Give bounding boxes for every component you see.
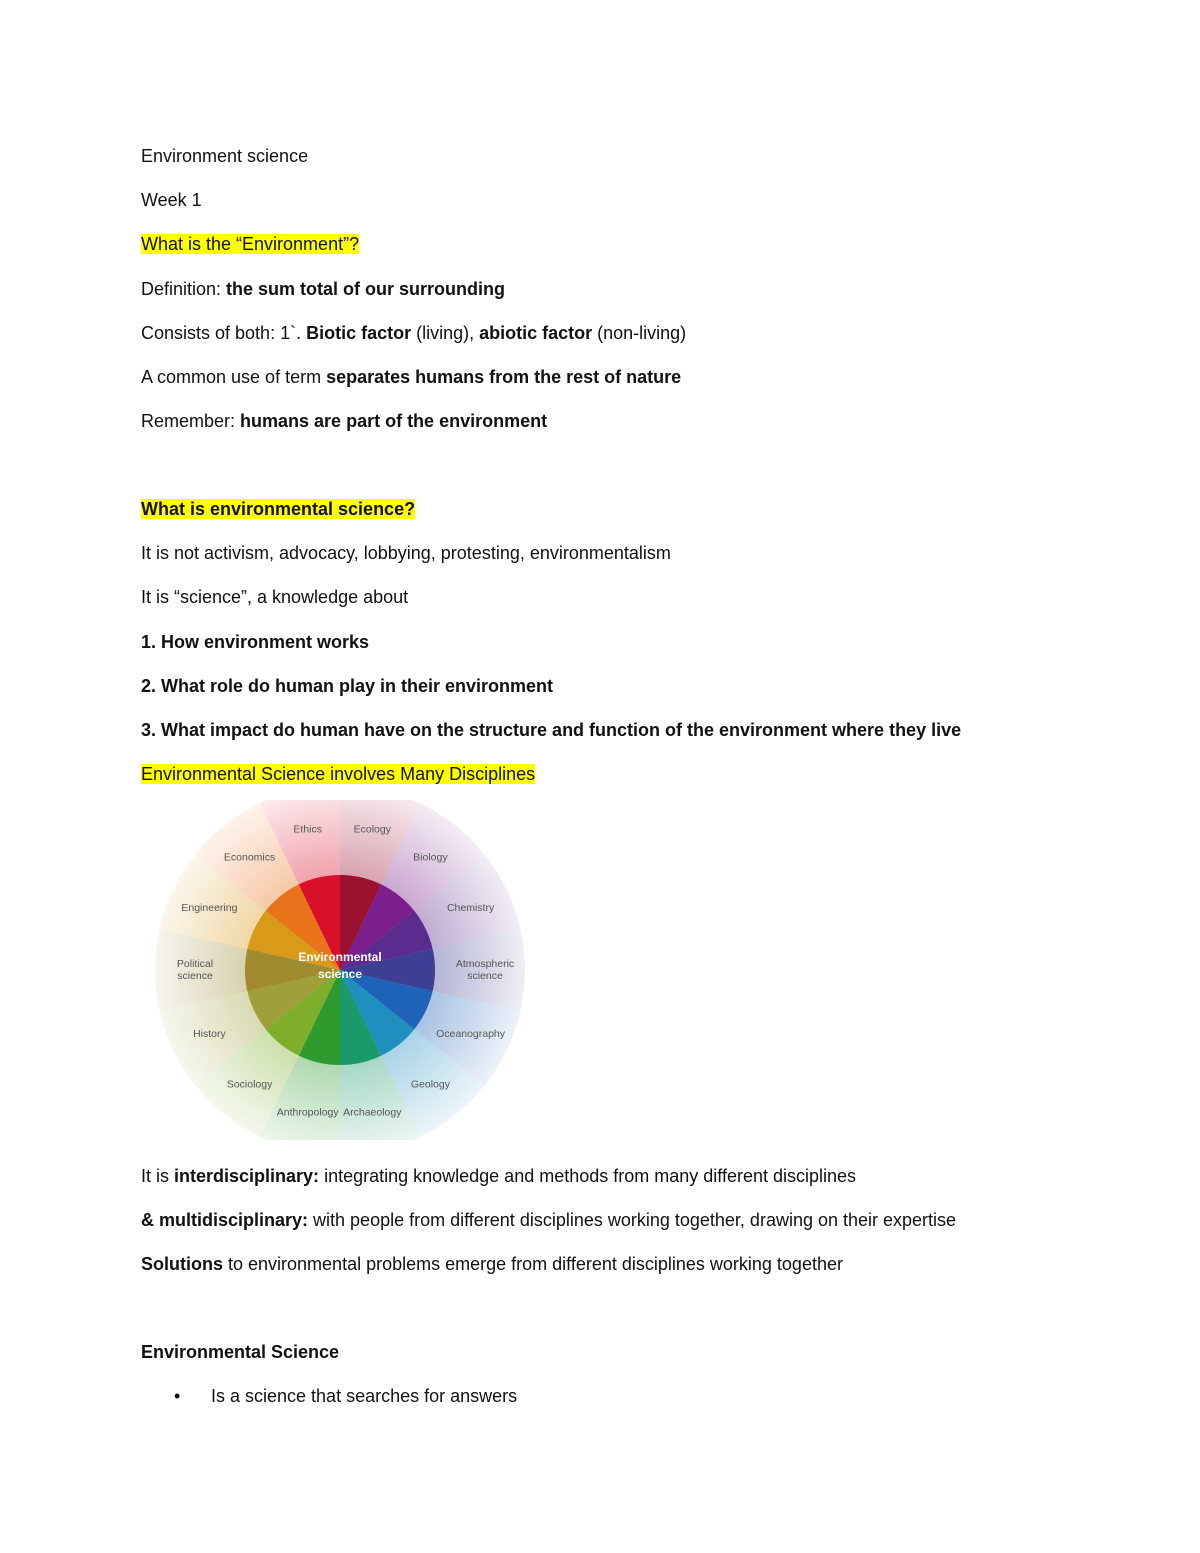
list-item-1 — [141, 630, 369, 654]
wheel-center-line2: science — [317, 967, 363, 981]
remember-prefix: Remember: — [141, 411, 241, 431]
inter-text: integrating knowledge and methods from many different disciplines — [319, 1166, 857, 1186]
disciplines-wheel — [150, 800, 530, 1140]
wheel-label-engineering: Engineering — [181, 902, 238, 915]
wheel-label-history: History — [193, 1027, 226, 1040]
definition-text: the sum total of our surrounding — [226, 279, 506, 299]
wheel-label-ecology: Ecology — [353, 823, 391, 836]
interdisciplinary-line — [141, 1164, 856, 1188]
wheel-label-atmospheric-science: Atmospheric science — [455, 958, 515, 982]
wheel-label-political-science: Political science — [176, 958, 214, 982]
wheel-label-ethics: Ethics — [293, 823, 322, 836]
heading-disciplines-text: Environmental Science involves Many Disciplines — [141, 764, 536, 784]
wheel-label-geology: Geology — [410, 1078, 450, 1091]
bullet-item-1: Is a science that searches for answers — [211, 1386, 518, 1406]
consists-prefix: Consists of both: 1`. — [141, 323, 307, 343]
list-item-2-text: 2. What role do human play in their environment — [141, 676, 554, 696]
multidisciplinary-line — [141, 1208, 956, 1232]
wheel-label-economics: Economics — [223, 851, 276, 864]
wheel-label-archaeology: Archaeology — [343, 1106, 402, 1119]
bullet-mark: • — [174, 1386, 181, 1406]
multi-bold: & multidisciplinary: — [141, 1210, 309, 1230]
doc-title: Environment science — [141, 146, 309, 166]
solutions-line — [141, 1252, 843, 1276]
heading-environment — [141, 232, 359, 256]
inter-prefix: It is — [141, 1166, 175, 1186]
week-label: Week 1 — [141, 190, 202, 210]
biotic-term: Biotic factor — [306, 323, 412, 343]
solutions-text: to environmental problems emerge from different disciplines working together — [223, 1254, 843, 1274]
definition-line — [141, 277, 505, 301]
inter-bold: interdisciplinary: — [174, 1166, 320, 1186]
wheel-label-oceanography: Oceanography — [436, 1027, 506, 1040]
wheel-label-sociology: Sociology — [226, 1078, 273, 1091]
definition-prefix: Definition: — [141, 279, 227, 299]
list-item-1-text: 1. How environment works — [141, 632, 370, 652]
abiotic-term: abiotic factor — [479, 323, 593, 343]
common-use-line — [141, 365, 681, 389]
multi-text: with people from different disciplines working together, drawing on their expertise — [308, 1210, 957, 1230]
heading-environment-text: What is the “Environment”? — [141, 234, 360, 254]
wheel-label-biology: Biology — [413, 851, 448, 864]
heading-env-science — [141, 497, 415, 521]
wheel-center-line1: Environmental — [298, 950, 382, 964]
heading-disciplines — [141, 762, 535, 786]
remember-line — [141, 409, 547, 433]
wheel-label-chemistry: Chemistry — [446, 902, 495, 915]
common-use-bold: separates humans from the rest of nature — [326, 367, 682, 387]
list-item-3-text: 3. What impact do human have on the structure and function of the environment where they live — [141, 720, 962, 740]
not-activism-line: It is not activism, advocacy, lobbying, protesting, environmentalism — [141, 543, 671, 563]
heading-env-science-2 — [141, 1340, 339, 1364]
nonliving-text: (non-living) — [592, 323, 687, 343]
science-line: It is “science”, a knowledge about — [141, 587, 409, 607]
heading-env-science-text: What is environmental science? — [141, 499, 416, 519]
heading-env-science-2-text: Environmental Science — [141, 1342, 340, 1362]
remember-text: humans are part of the environment — [240, 411, 548, 431]
wheel-label-anthropology: Anthropology — [276, 1106, 339, 1119]
solutions-bold: Solutions — [141, 1254, 223, 1274]
consists-line — [141, 321, 686, 345]
living-text: (living), — [411, 323, 480, 343]
list-item-2 — [141, 674, 553, 698]
common-use-prefix: A common use of term — [141, 367, 327, 387]
list-item-3 — [141, 718, 961, 742]
